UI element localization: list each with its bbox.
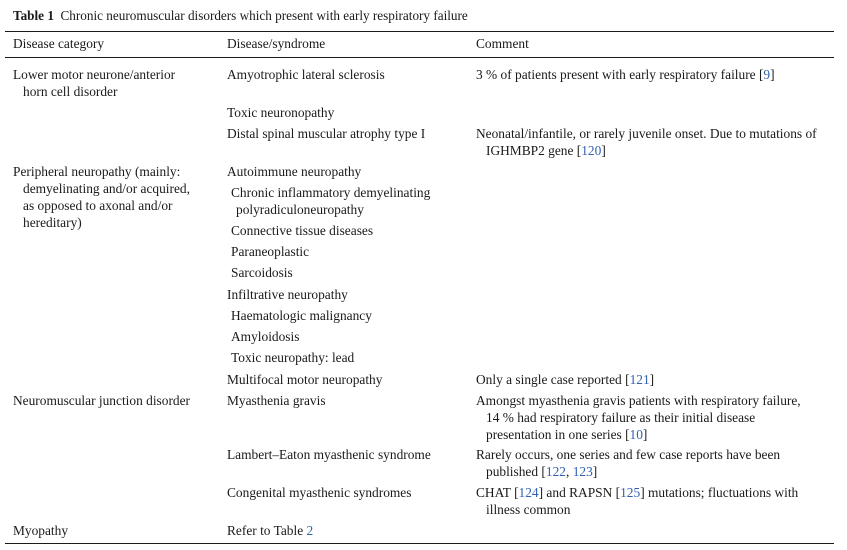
syndrome-amyloidosis: Amyloidosis (231, 329, 300, 344)
syndrome-lead: Toxic neuropathy: lead (231, 350, 355, 365)
syndrome-mmn: Multifocal motor neuropathy (227, 372, 383, 387)
comment-mg-line1: Amongst myasthenia gravis patients with respiratory failure, (476, 393, 801, 408)
table-caption (13, 8, 468, 24)
citation-link[interactable]: 120 (581, 143, 602, 158)
category-myopathy: Myopathy (13, 523, 69, 538)
table-title: Chronic neuromuscular disorders which present with early respiratory failure (60, 8, 468, 23)
table-label: Table 1 (13, 8, 54, 23)
syndrome-toxic-neuronopathy: Toxic neuronopathy (227, 105, 335, 120)
syndrome-cidp-line1: Chronic inflammatory demyelinating (231, 185, 431, 200)
syndrome-connective-tissue: Connective tissue diseases (231, 223, 374, 238)
citation-link[interactable]: 9 (763, 67, 771, 82)
comment-dsma-line1: Neonatal/infantile, or rarely juvenile onset. Due to mutations of (476, 126, 817, 141)
syndrome-haematologic: Haematologic malignancy (231, 308, 372, 323)
table-ref-link[interactable]: 2 (306, 523, 314, 538)
category-nmj: Neuromuscular junction disorder (13, 393, 191, 408)
comment-dsma-line2: IGHMBP2 gene [120] (486, 143, 606, 158)
category-pn-line3: as opposed to axonal and/or (23, 198, 173, 213)
category-lmn-line1: Lower motor neurone/anterior (13, 67, 176, 82)
syndrome-cidp-line2: polyradiculoneuropathy (236, 202, 364, 217)
comment-als: 3 % of patients present with early respiratory failure [9] (476, 67, 775, 82)
header-comment: Comment (476, 36, 529, 51)
citation-link[interactable]: 121 (629, 372, 650, 387)
citation-link[interactable]: 122 (545, 464, 566, 479)
syndrome-sarcoidosis: Sarcoidosis (231, 265, 293, 280)
comment-mg-line3: presentation in one series [10] (486, 427, 648, 442)
comment-lems-line1: Rarely occurs, one series and few case reports have been (476, 447, 781, 462)
comment-mmn: Only a single case reported [121] (476, 372, 655, 387)
syndrome-infiltrative: Infiltrative neuropathy (227, 287, 348, 302)
citation-link[interactable]: 125 (620, 485, 641, 500)
header-rule (5, 57, 834, 58)
syndrome-dsma: Distal spinal muscular atrophy type I (227, 126, 426, 141)
syndrome-paraneoplastic: Paraneoplastic (231, 244, 310, 259)
comment-mg-line2: 14 % had respiratory failure as their initial disease (486, 410, 756, 425)
syndrome-als: Amyotrophic lateral sclerosis (227, 67, 385, 82)
syndrome-cms: Congenital myasthenic syndromes (227, 485, 412, 500)
bottom-rule (5, 543, 834, 544)
citation-link[interactable]: 10 (629, 427, 643, 442)
header-category: Disease category (13, 36, 105, 51)
syndrome-lems: Lambert–Eaton myasthenic syndrome (227, 447, 431, 462)
category-pn-line2: demyelinating and/or acquired, (23, 181, 190, 196)
comment-lems-line2: published [122, 123] (486, 464, 598, 479)
citation-link[interactable]: 124 (518, 485, 539, 500)
syndrome-myopathy-ref: Refer to Table 2 (227, 523, 314, 538)
top-rule (5, 31, 834, 32)
citation-link[interactable]: 123 (572, 464, 593, 479)
syndrome-mg: Myasthenia gravis (227, 393, 326, 408)
header-syndrome: Disease/syndrome (227, 36, 326, 51)
syndrome-autoimmune: Autoimmune neuropathy (227, 164, 362, 179)
comment-cms-line2: illness common (486, 502, 571, 517)
category-pn-line1: Peripheral neuropathy (mainly: (13, 164, 181, 179)
category-lmn-line2: horn cell disorder (23, 84, 118, 99)
comment-cms-line1: CHAT [124] and RAPSN [125] mutations; fluctuations with (476, 485, 799, 500)
category-pn-line4: hereditary) (23, 215, 82, 230)
